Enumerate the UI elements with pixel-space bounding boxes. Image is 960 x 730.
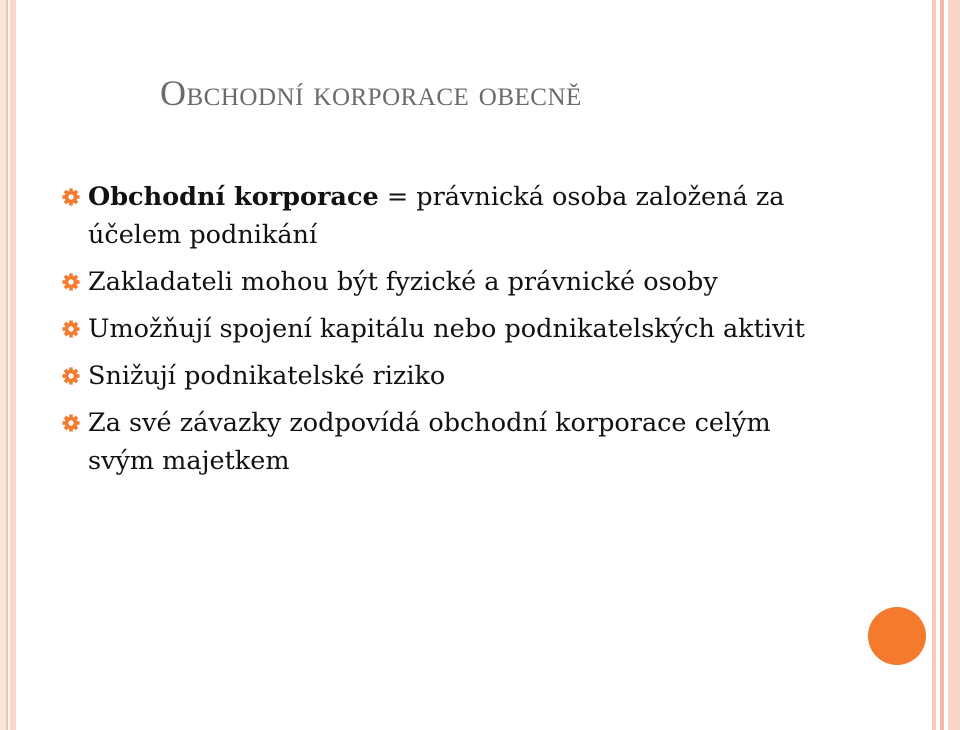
left-decorative-border <box>0 0 16 730</box>
bullet-text: Za své závazky zodpovídá obchodní korporace celým svým majetkem <box>88 408 771 476</box>
bullet-text: Zakladateli mohou být fyzické a právnické osoby <box>88 267 718 297</box>
bullet-text: = právnická osoba založená za účelem podnikání <box>88 182 785 250</box>
bullet-text: Umožňují spojení kapitálu nebo podnikatelských aktivit <box>88 314 805 344</box>
right-decorative-border <box>930 0 960 730</box>
gear-bullet-icon <box>62 414 80 432</box>
gear-bullet-icon <box>62 273 80 291</box>
bullet-item-1 <box>62 178 842 254</box>
gear-bullet-icon <box>62 188 80 206</box>
bullet-item-3 <box>62 310 842 348</box>
gear-bullet-icon <box>62 367 80 385</box>
bullet-item-4 <box>62 357 842 395</box>
slide-title: Obchodní korporace obecně <box>160 73 582 113</box>
orange-circle-decoration <box>868 607 926 665</box>
bullet-list <box>62 178 842 489</box>
bullet-text: Snižují podnikatelské riziko <box>88 361 446 391</box>
bullet-item-5 <box>62 404 842 480</box>
bullet-item-2 <box>62 263 842 301</box>
gear-bullet-icon <box>62 320 80 338</box>
bullet-bold-term: Obchodní korporace <box>88 182 379 212</box>
